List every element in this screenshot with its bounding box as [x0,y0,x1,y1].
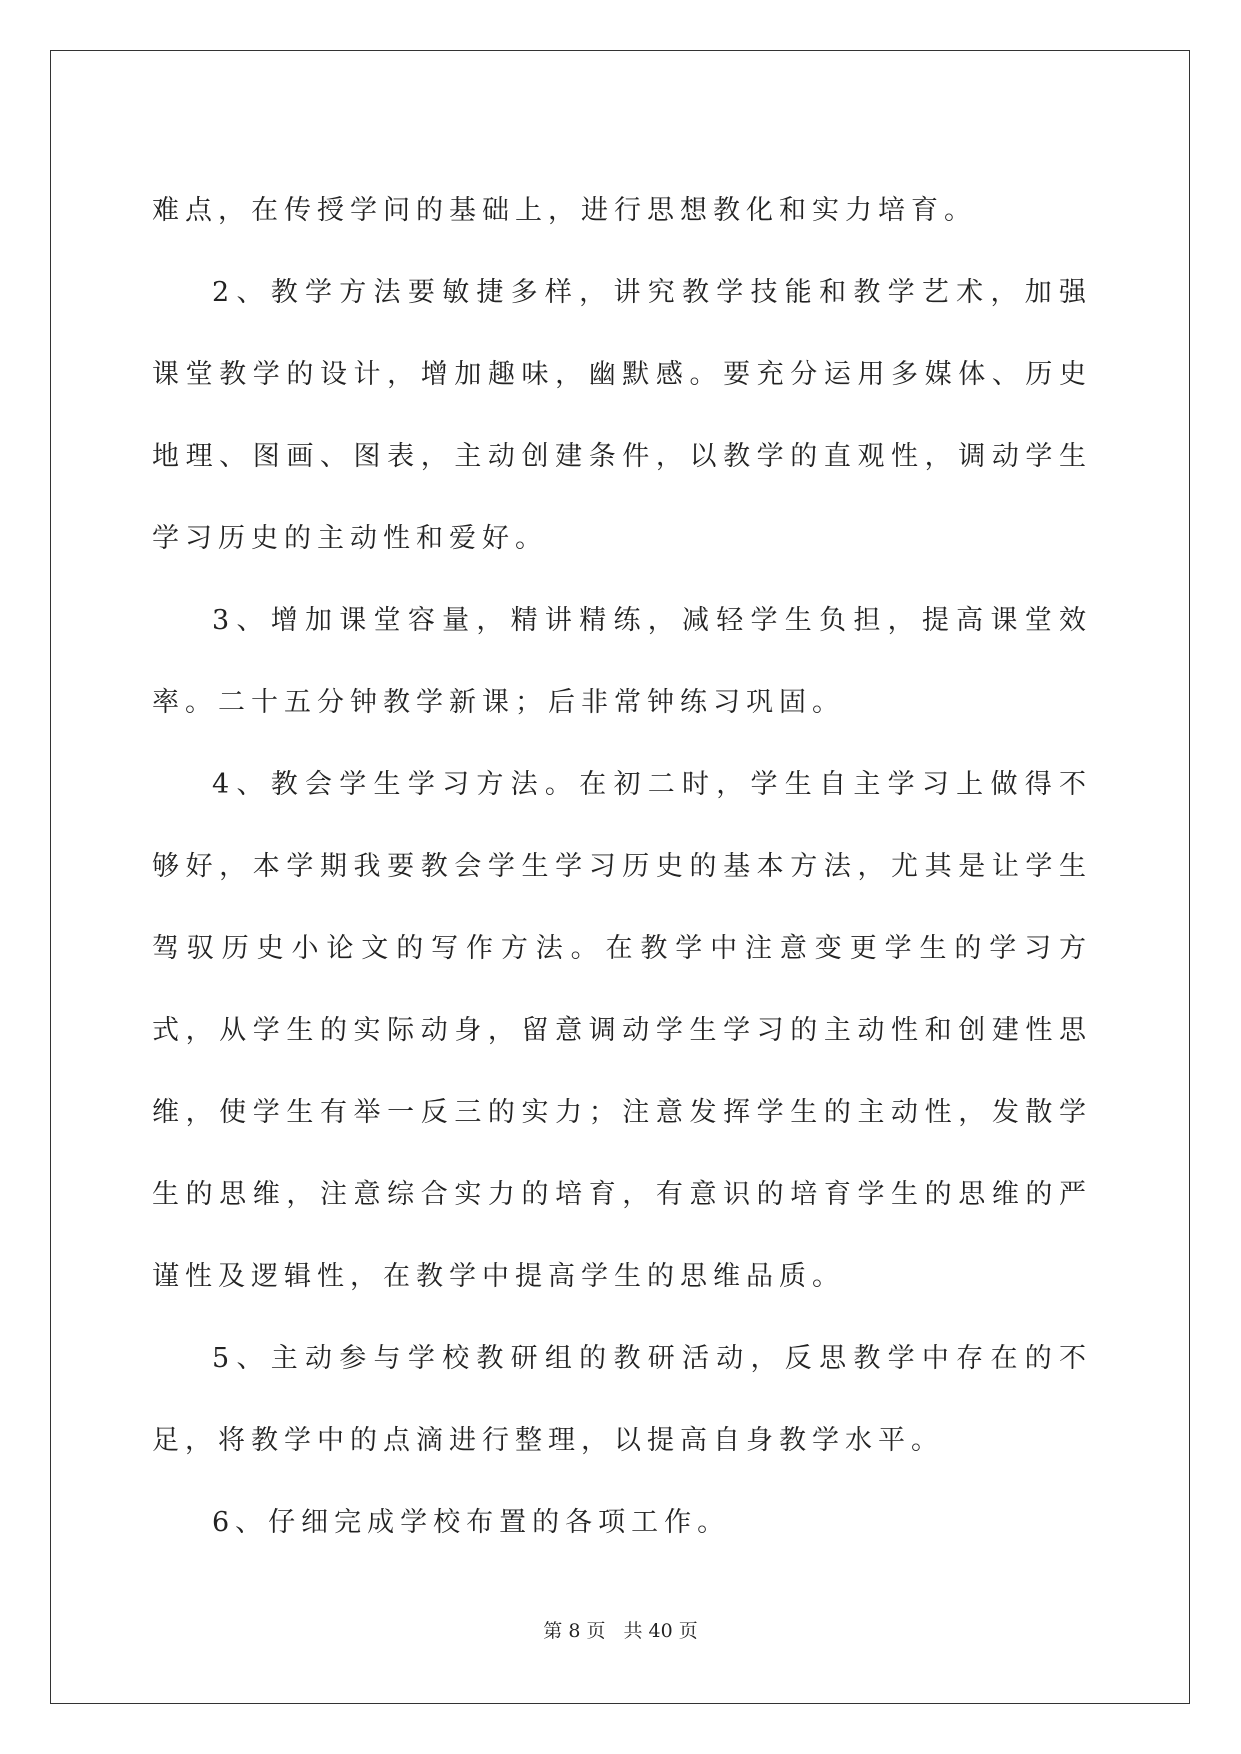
paragraph-4: 4、教会学生学习方法。在初二时，学生自主学习上做得不够好，本学期我要教会学生学习历史的基本方法，尤其是让学生驾驭历史小论文的写作方法。在教学中注意变更学生的学习方式，从学生的实际动身，留意调动学生学习的主动性和创建性思维，使学生有举一反三的实力；注意发挥学生的主动性，发散学生的思维，注意综合实力的培育，有意识的培育学生的思维的严谨性及逻辑性，在教学中提高学生的思维品质。 [152,769,1092,1292]
paragraph-6: 6、仔细完成学校布置的各项工作。 [212,1507,731,1538]
document-body [152,170,1092,1564]
page-number: 第 8 页 [543,1620,606,1642]
paragraph-3: 3、增加课堂容量，精讲精练，减轻学生负担，提高课堂效率。二十五分钟教学新课；后非常钟练习巩固。 [152,605,1092,718]
paragraph-2: 2、教学方法要敏捷多样，讲究教学技能和教学艺术，加强课堂教学的设计，增加趣味，幽默感。要充分运用多媒体、历史地理、图画、图表，主动创建条件，以教学的直观性，调动学生学习历史的主动性和爱好。 [152,277,1092,554]
page-total: 共 40 页 [623,1620,698,1642]
paragraph-1: 难点，在传授学问的基础上，进行思想教化和实力培育。 [152,195,977,226]
paragraph-5: 5、主动参与学校教研组的教研活动，反思教学中存在的不足，将教学中的点滴进行整理，以提高自身教学水平。 [152,1343,1092,1456]
page-footer [0,1616,1241,1643]
